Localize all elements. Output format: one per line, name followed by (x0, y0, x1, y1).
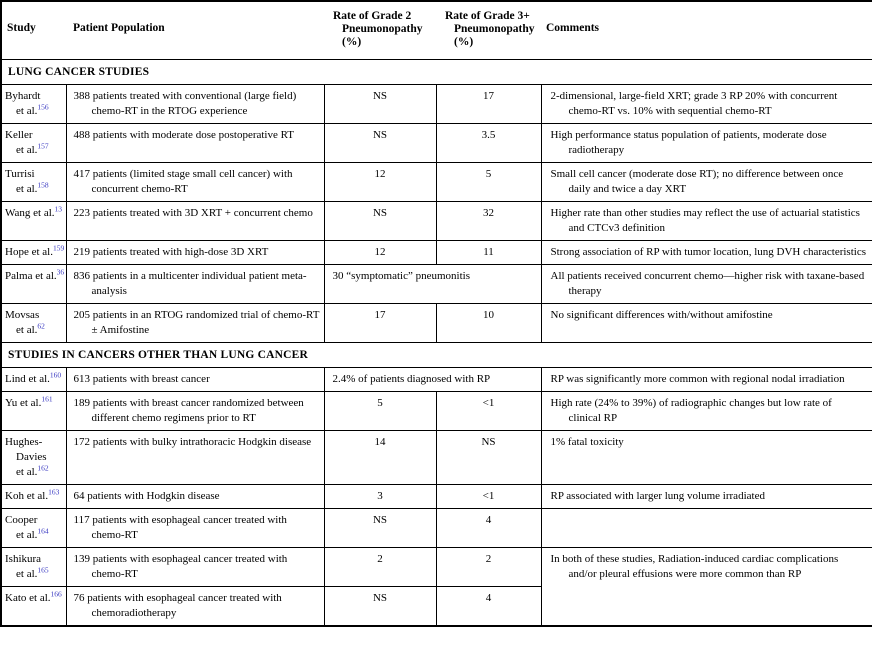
col-header-line: Rate of Grade 2 (333, 10, 412, 22)
citation-ref[interactable]: 161 (41, 393, 53, 403)
study-etal: et al.$^{158}$ (16, 179, 49, 195)
study-cell: Yu et al.$^{161}$ (1, 391, 66, 430)
study-cell: Cooper et al.$^{164}$ (1, 508, 66, 547)
citation-ref[interactable]: 36 (56, 266, 65, 276)
comments-cell (541, 508, 872, 547)
col-header-line: Pneumonopathy (342, 23, 423, 35)
grade2-rate-cell: NS (324, 508, 436, 547)
study-row (1, 240, 872, 264)
grade2-rate-cell: 12 (324, 240, 436, 264)
grade2-rate-cell: NS (324, 586, 436, 626)
col-header-study-label: Study (7, 22, 36, 34)
grade2-rate-cell: 3 (324, 484, 436, 508)
grade3plus-rate-cell: 5 (436, 162, 541, 201)
section-row (1, 59, 872, 84)
study-row (1, 508, 872, 547)
patient-population-cell: 139 patients with esophageal cancer treated with chemo-RT (66, 547, 324, 586)
study-cell: Lind et al.$^{160}$ (1, 367, 66, 391)
study-etal: et al.$^{161}$ (19, 393, 53, 409)
citation-ref[interactable]: 160 (49, 369, 62, 379)
col-header-comments-label: Comments (546, 22, 600, 34)
study-etal: et al.$^{162}$ (16, 462, 49, 478)
comments-cell: No significant differences with/without amifostine (541, 303, 872, 342)
grade3plus-rate-cell: <1 (436, 391, 541, 430)
study-row (1, 123, 872, 162)
comments-cell: RP associated with larger lung volume irradiated (541, 484, 872, 508)
comments-cell: In both of these studies, Radiation-induced cardiac complications and/or pleural effusions were more common than RP (541, 547, 872, 626)
citation-ref[interactable]: 62 (37, 320, 45, 330)
section-row (1, 342, 872, 367)
study-etal: et al.$^{163}$ (26, 486, 60, 502)
patient-population-cell: 205 patients in an RTOG randomized trial of chemo-RT ± Amifostine (66, 303, 324, 342)
study-row (1, 303, 872, 342)
grade2-rate-cell: 2 (324, 547, 436, 586)
study-etal: et al.$^{166}$ (29, 588, 62, 604)
grade3plus-rate-cell: NS (436, 430, 541, 484)
col-header-study (1, 1, 66, 59)
col-header-patient-population (66, 1, 324, 59)
citation-ref[interactable]: 157 (37, 140, 49, 150)
patient-population-cell: 613 patients with breast cancer (66, 367, 324, 391)
grade3plus-rate-cell: 4 (436, 508, 541, 547)
patient-population-cell: 836 patients in a multicenter individual patient meta-analysis (66, 264, 324, 303)
grade3plus-rate-cell: 32 (436, 201, 541, 240)
citation-ref[interactable]: 159 (52, 242, 65, 252)
study-etal: et al.$^{36}$ (35, 266, 65, 282)
patient-population-cell: 488 patients with moderate dose postoperative RT (66, 123, 324, 162)
col-header-line: Pneumonopathy (454, 23, 535, 35)
study-etal: et al.$^{159}$ (31, 242, 65, 258)
study-etal: et al.$^{164}$ (16, 525, 49, 541)
grade2-rate-cell: 12 (324, 162, 436, 201)
citation-ref[interactable]: 165 (37, 564, 49, 574)
grade3plus-rate-cell: <1 (436, 484, 541, 508)
grade2-rate-cell: NS (324, 201, 436, 240)
patient-population-cell: 76 patients with esophageal cancer treated with chemoradiotherapy (66, 586, 324, 626)
rate-merged-cell: 30 “symptomatic” pneumonitis (324, 264, 541, 303)
study-cell: Hughes-Davies et al.$^{162}$ (1, 430, 66, 484)
patient-population-cell: 223 patients treated with 3D XRT + concurrent chemo (66, 201, 324, 240)
study-cell: Byhardt et al.$^{156}$ (1, 84, 66, 123)
comments-cell: 1% fatal toxicity (541, 430, 872, 484)
study-row (1, 391, 872, 430)
comments-cell: 2-dimensional, large-field XRT; grade 3 RP 20% with concurrent chemo-RT vs. 10% with sequential chemo-RT (541, 84, 872, 123)
grade3plus-rate-cell: 2 (436, 547, 541, 586)
section-title: LUNG CANCER STUDIES (1, 59, 872, 84)
section-title: STUDIES IN CANCERS OTHER THAN LUNG CANCER (1, 342, 872, 367)
col-header-line: (%) (454, 36, 474, 48)
study-row (1, 162, 872, 201)
grade3plus-rate-cell: 11 (436, 240, 541, 264)
patient-population-cell: 219 patients treated with high-dose 3D XRT (66, 240, 324, 264)
patient-population-cell: 172 patients with bulky intrathoracic Hodgkin disease (66, 430, 324, 484)
study-cell: Keller et al.$^{157}$ (1, 123, 66, 162)
col-header-comments (541, 1, 872, 59)
comments-cell: RP was significantly more common with regional nodal irradiation (541, 367, 872, 391)
col-header-grade3plus-rate (436, 1, 541, 59)
comments-cell: High performance status population of patients, moderate dose radiotherapy (541, 123, 872, 162)
citation-ref[interactable]: 166 (50, 588, 62, 598)
comments-cell: All patients received concurrent chemo—higher risk with taxane-based therapy (541, 264, 872, 303)
comments-cell: High rate (24% to 39%) of radiographic changes but low rate of clinical RP (541, 391, 872, 430)
study-row (1, 484, 872, 508)
study-etal: et al.$^{160}$ (28, 369, 62, 385)
study-cell: Hope et al.$^{159}$ (1, 240, 66, 264)
study-cell: Wang et al.$^{13}$ (1, 201, 66, 240)
citation-ref[interactable]: 156 (37, 101, 49, 111)
study-etal: et al.$^{62}$ (16, 320, 45, 336)
citation-ref[interactable]: 163 (48, 486, 60, 496)
col-header-population-label: Patient Population (73, 22, 165, 34)
patient-population-cell: 117 patients with esophageal cancer treated with chemo-RT (66, 508, 324, 547)
study-etal: et al.$^{165}$ (16, 564, 49, 580)
study-etal: et al.$^{156}$ (16, 101, 49, 117)
grade3plus-rate-cell: 4 (436, 586, 541, 626)
grade3plus-rate-cell: 10 (436, 303, 541, 342)
patient-population-cell: 64 patients with Hodgkin disease (66, 484, 324, 508)
grade2-rate-cell: NS (324, 123, 436, 162)
study-cell: Koh et al.$^{163}$ (1, 484, 66, 508)
study-cell: Turrisi et al.$^{158}$ (1, 162, 66, 201)
col-header-line: Rate of Grade 3+ (445, 10, 530, 22)
header-row (1, 1, 872, 59)
study-row (1, 84, 872, 123)
grade3plus-rate-cell: 3.5 (436, 123, 541, 162)
grade3plus-rate-cell: 17 (436, 84, 541, 123)
citation-ref[interactable]: 13 (54, 203, 63, 213)
study-row (1, 430, 872, 484)
study-row (1, 201, 872, 240)
study-cell: Ishikura et al.$^{165}$ (1, 547, 66, 586)
study-row (1, 547, 872, 586)
citation-ref[interactable]: 164 (37, 525, 49, 535)
study-etal: et al.$^{157}$ (16, 140, 49, 156)
patient-population-cell: 417 patients (limited stage small cell cancer) with concurrent chemo-RT (66, 162, 324, 201)
citation-ref[interactable]: 158 (37, 179, 49, 189)
study-cell: Movsas et al.$^{62}$ (1, 303, 66, 342)
patient-population-cell: 388 patients treated with conventional (large field) chemo-RT in the RTOG experience (66, 84, 324, 123)
grade2-rate-cell: 14 (324, 430, 436, 484)
comments-cell: Small cell cancer (moderate dose RT); no difference between once daily and twice a day XRT (541, 162, 872, 201)
study-etal: et al.$^{13}$ (33, 203, 63, 219)
rate-merged-cell: 2.4% of patients diagnosed with RP (324, 367, 541, 391)
study-row (1, 367, 872, 391)
grade2-rate-cell: NS (324, 84, 436, 123)
patient-population-cell: 189 patients with breast cancer randomized between different chemo regimens prior to RT (66, 391, 324, 430)
study-row (1, 264, 872, 303)
study-cell: Palma et al.$^{36}$ (1, 264, 66, 303)
study-cell: Kato et al.$^{166}$ (1, 586, 66, 626)
col-header-grade2-rate (324, 1, 436, 59)
comments-cell: Strong association of RP with tumor location, lung DVH characteristics (541, 240, 872, 264)
comments-cell: Higher rate than other studies may reflect the use of actuarial statistics and CTCv3 definition (541, 201, 872, 240)
citation-ref[interactable]: 162 (37, 462, 49, 472)
col-header-line: (%) (342, 36, 362, 48)
table-body (1, 59, 872, 626)
grade2-rate-cell: 17 (324, 303, 436, 342)
grade2-rate-cell: 5 (324, 391, 436, 430)
